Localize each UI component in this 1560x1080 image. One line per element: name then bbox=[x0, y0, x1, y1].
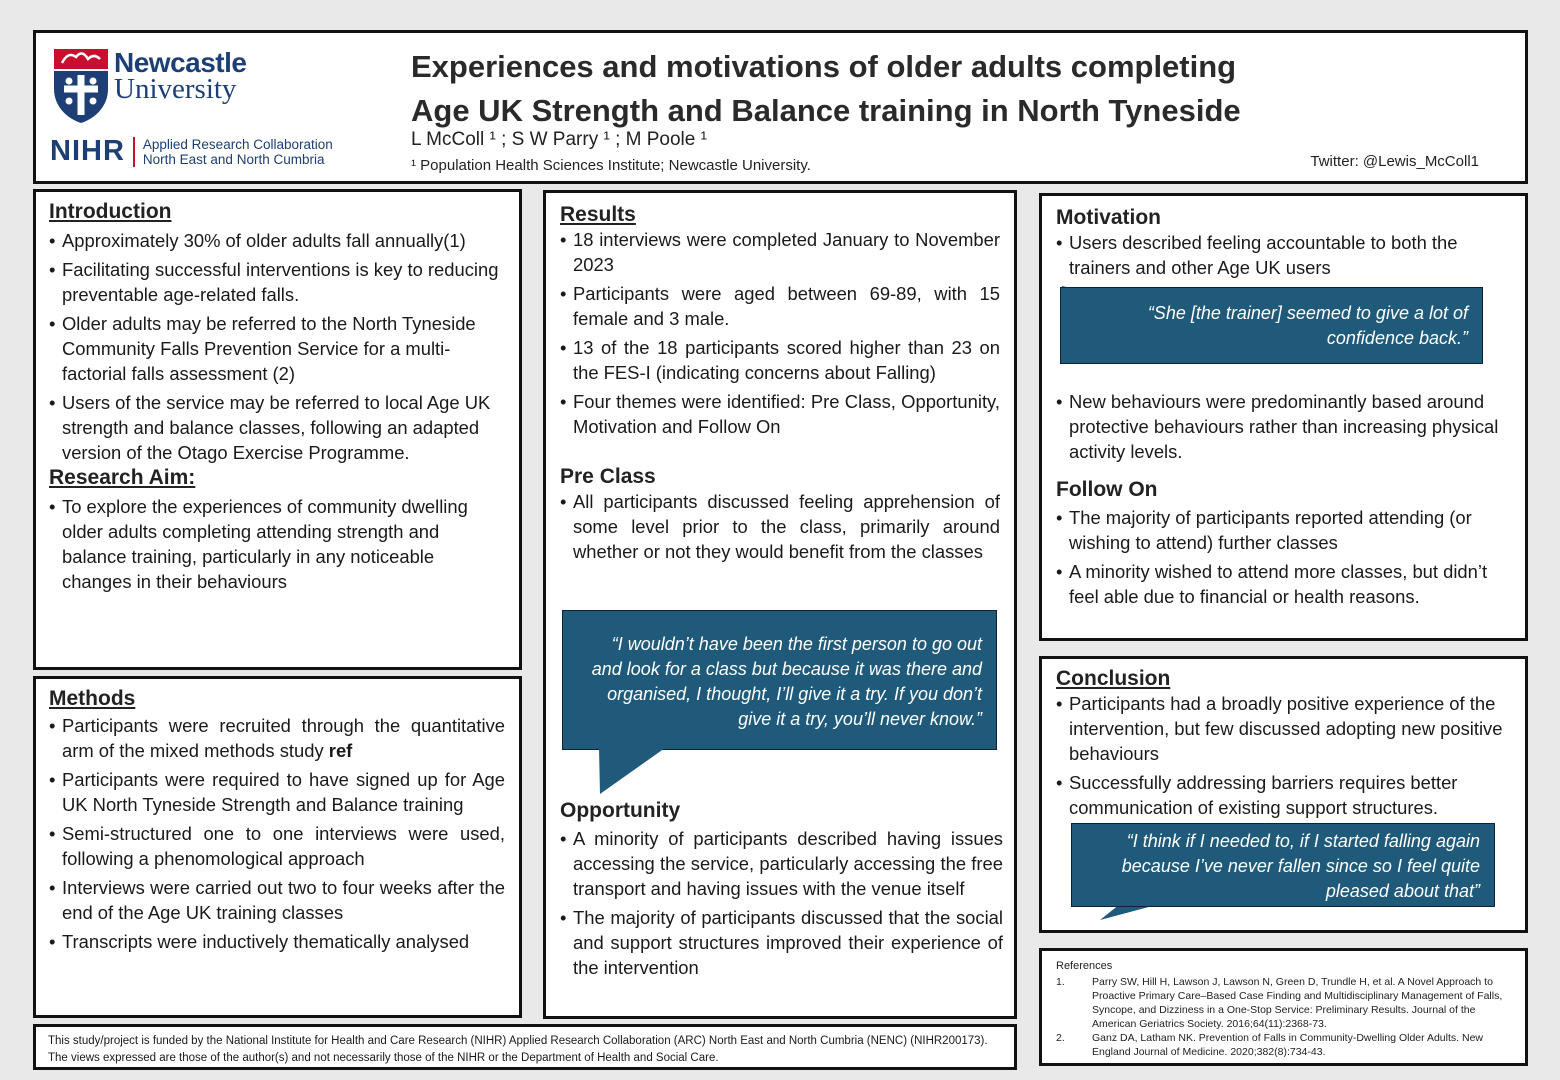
authors: L McColl ¹ ; S W Parry ¹ ; M Poole ¹ bbox=[411, 129, 707, 150]
reference-number: 2. bbox=[1056, 1032, 1065, 1044]
results-title: Results bbox=[560, 203, 636, 226]
nihr-line1: Applied Research Collaboration bbox=[142, 136, 333, 152]
list-item: • Interviews were carried out two to four weeks after the end of the Age UK training classes bbox=[49, 875, 505, 925]
quote-tail-icon bbox=[595, 748, 675, 796]
nihr-divider bbox=[133, 137, 135, 167]
list-item: • Participants had a broadly positive experience of the intervention, but few discussed adopting new positive behaviours bbox=[1056, 691, 1511, 766]
list-item: • Transcripts were inductively thematically analysed bbox=[49, 929, 505, 954]
university-crest-icon bbox=[52, 45, 110, 125]
preclass-title: Pre Class bbox=[560, 465, 656, 488]
methods-ref-label: ref bbox=[328, 740, 353, 761]
title-line1: Experiences and motivations of older adults completing bbox=[411, 49, 1237, 84]
introduction-title: Introduction bbox=[49, 200, 172, 223]
followon-title: Follow On bbox=[1056, 478, 1158, 501]
nihr-logo bbox=[50, 135, 333, 168]
introduction-list bbox=[49, 228, 505, 465]
references-list bbox=[1056, 975, 1511, 1059]
list-item: • Facilitating successful interventions is key to reducing preventable age-related falls. bbox=[49, 257, 505, 307]
title-line2: Age UK Strength and Balance training in North Tyneside bbox=[411, 93, 1241, 128]
list-item: • Older adults may be referred to the North Tyneside Community Falls Prevention Service for a multi-factorial falls assessment (2) bbox=[49, 311, 505, 386]
list-item: • A minority of participants described having issues accessing the service, particularly accessing the free transport and having issues with the venue itself bbox=[560, 826, 1003, 901]
nihr-line2: North East and North Cumbria bbox=[142, 151, 325, 167]
list-item: • Participants were required to have signed up for Age UK North Tyneside Strength and Balance training bbox=[49, 767, 505, 817]
reference-item bbox=[1056, 975, 1511, 1031]
poster-title bbox=[411, 45, 1241, 133]
reference-item bbox=[1056, 1031, 1511, 1059]
funding-statement bbox=[33, 1024, 1017, 1070]
references-title: References bbox=[1056, 960, 1113, 972]
research-aim-title: Research Aim: bbox=[49, 466, 196, 489]
twitter-handle: Twitter: @Lewis_McColl1 bbox=[1310, 153, 1479, 170]
list-item: • 18 interviews were completed January to November 2023 bbox=[560, 227, 1000, 277]
list-item: • The majority of participants reported attending (or wishing to attend) further classes bbox=[1056, 505, 1511, 555]
preclass-list bbox=[560, 489, 1000, 564]
list-item: • A minority wished to attend more classes, but didn’t feel able due to financial or health reasons. bbox=[1056, 559, 1511, 609]
reference-text: Parry SW, Hill H, Lawson J, Lawson N, Green D, Trundle H, et al. A Novel Approach to Proactive Primary Care–Based Case Finding and Multidisciplinary Management of Falls, Syncope, and Dizziness in a One-Stop Service: Preliminary Results. Journal of the American Geriatrics Society. 2016;64(11):2368-73. bbox=[1092, 976, 1503, 1030]
reference-number: 1. bbox=[1056, 976, 1065, 988]
preclass-quote: “I wouldn’t have been the first person to go out and look for a class but because it was there and organised, I thought, I’ll give it a try. If you don’t give it a try, you’ll never know.” bbox=[562, 610, 997, 750]
list-item: • New behaviours were predominantly based around protective behaviours rather than increasing physical activity levels. bbox=[1056, 389, 1511, 464]
motivation-quote: “She [the trainer] seemed to give a lot of confidence back.” bbox=[1060, 287, 1483, 364]
motivation-section bbox=[1039, 193, 1528, 641]
results-list bbox=[560, 227, 1000, 439]
introduction-section bbox=[33, 189, 522, 670]
uni-name-line2: University bbox=[114, 73, 237, 105]
motivation-list-2 bbox=[1056, 389, 1511, 468]
list-item: • Users of the service may be referred to local Age UK strength and balance classes, following an adapted version of the Otago Exercise Programme. bbox=[49, 390, 505, 465]
uni-name-line1: Newcastle bbox=[114, 47, 247, 78]
list-item: • 13 of the 18 participants scored higher than 23 on the FES-I (indicating concerns about Falling) bbox=[560, 335, 1000, 385]
methods-item1-text: Participants were recruited through the quantitative arm of the mixed methods study bbox=[62, 715, 505, 761]
followon-list bbox=[1056, 505, 1511, 613]
list-item: • Successfully addressing barriers requires better communication of existing support structures. bbox=[1056, 770, 1511, 820]
methods-title: Methods bbox=[49, 687, 136, 710]
list-item bbox=[49, 713, 505, 763]
methods-list bbox=[49, 713, 505, 954]
results-section bbox=[543, 190, 1017, 1019]
references-section bbox=[1039, 948, 1528, 1066]
research-aim-list bbox=[49, 494, 505, 594]
motivation-list bbox=[1056, 230, 1511, 280]
list-item: • To explore the experiences of community dwelling older adults completing attending strength and balance training, particularly in any noticeable changes in their behaviours bbox=[49, 494, 505, 594]
conclusion-quote: “I think if I needed to, if I started falling again because I’ve never fallen since so I feel quite pleased about that” bbox=[1071, 823, 1495, 907]
list-item: • Users described feeling accountable to both the trainers and other Age UK users bbox=[1056, 230, 1511, 280]
methods-section bbox=[33, 676, 522, 1018]
reference-text: Ganz DA, Latham NK. Prevention of Falls in Community-Dwelling Older Adults. New England Journal of Medicine. 2020;382(8):734-43. bbox=[1092, 1032, 1483, 1058]
list-item: • Four themes were identified: Pre Class, Opportunity, Motivation and Follow On bbox=[560, 389, 1000, 439]
affiliation: ¹ Population Health Sciences Institute; Newcastle University. bbox=[411, 157, 811, 174]
opportunity-title: Opportunity bbox=[560, 799, 681, 822]
list-item: • Approximately 30% of older adults fall annually(1) bbox=[49, 228, 505, 253]
opportunity-list bbox=[560, 826, 1003, 984]
nihr-wordmark: NIHR bbox=[50, 135, 125, 167]
poster-header bbox=[33, 30, 1528, 184]
motivation-title: Motivation bbox=[1056, 206, 1161, 229]
list-item: • The majority of participants discussed that the social and support structures improved their experience of the intervention bbox=[560, 905, 1003, 980]
list-item: • Participants were aged between 69-89, with 15 female and 3 male. bbox=[560, 281, 1000, 331]
conclusion-list bbox=[1056, 691, 1511, 820]
conclusion-title: Conclusion bbox=[1056, 667, 1171, 690]
list-item: • Semi-structured one to one interviews were used, following a phenomological approach bbox=[49, 821, 505, 871]
newcastle-university-logo bbox=[50, 45, 280, 135]
list-item: • All participants discussed feeling apprehension of some level prior to the class, primarily around whether or not they would benefit from the classes bbox=[560, 489, 1000, 564]
funding-text: This study/project is funded by the National Institute for Health and Care Research (NIHR) Applied Research Collaboration (ARC) North East and North Cumbria (NENC) (NIHR200173). The views expressed are those of the author(s) and not necessarily those of the NIHR or the Department of Health and Social Care. bbox=[48, 1035, 988, 1064]
